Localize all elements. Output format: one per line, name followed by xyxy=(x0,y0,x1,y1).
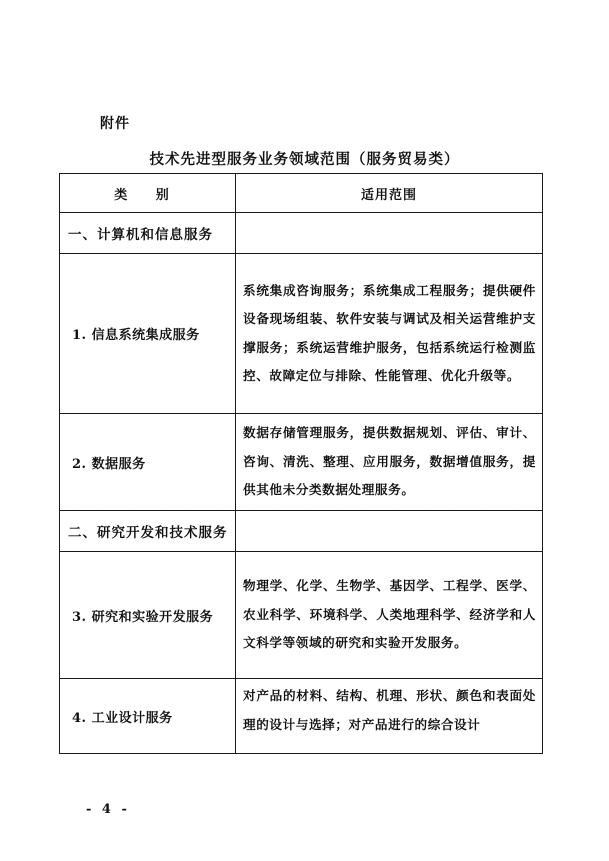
item-scope: 对产品的材料、结构、机理、形状、颜色和表面处理的设计与选择；对产品进行的综合设计 xyxy=(243,688,536,732)
item-scope-cell xyxy=(236,679,543,754)
section-empty-cell xyxy=(236,213,543,254)
item-scope: 物理学、化学、生物学、基因学、工程学、医学、农业科学、环境科学、人类地理科学、经济学和人文科学等领域的研究和实验开发服务。 xyxy=(236,552,543,679)
section-row-rnd-tech xyxy=(60,511,543,552)
section-label: 二、研究开发和技术服务 xyxy=(60,511,236,552)
table-row xyxy=(60,254,543,414)
document-title: 技术先进型服务业务领域范围（服务贸易类） xyxy=(149,151,460,168)
table-row xyxy=(60,679,543,754)
item-label: 3. 研究和实验开发服务 xyxy=(60,552,236,679)
section-label: 一、计算机和信息服务 xyxy=(60,213,236,254)
item-scope: 系统集成咨询服务；系统集成工程服务；提供硬件设备现场组装、软件安装与调试及相关运营维护支撑服务；系统运营维护服务，包括系统运行检测监控、故障定位与排除、性能管理、优化升级等。 xyxy=(236,254,543,414)
attachment-label: 附件 xyxy=(100,116,130,132)
table-row xyxy=(60,414,543,511)
item-label: 1. 信息系统集成服务 xyxy=(60,254,236,414)
page-number: - 4 - xyxy=(86,802,130,817)
section-empty-cell xyxy=(236,511,543,552)
table-header-row xyxy=(60,174,543,213)
item-label: 4. 工业设计服务 xyxy=(60,679,236,754)
scope-table xyxy=(59,173,543,754)
table-row xyxy=(60,552,543,679)
item-scope: 数据存储管理服务，提供数据规划、评估、审计、咨询、清洗、整理、应用服务，数据增值服务，提供其他未分类数据处理服务。 xyxy=(236,414,543,511)
column-header-category: 类 别 xyxy=(60,174,236,213)
item-label: 2. 数据服务 xyxy=(60,414,236,511)
section-row-computer-info xyxy=(60,213,543,254)
column-header-scope: 适用范围 xyxy=(236,174,543,213)
